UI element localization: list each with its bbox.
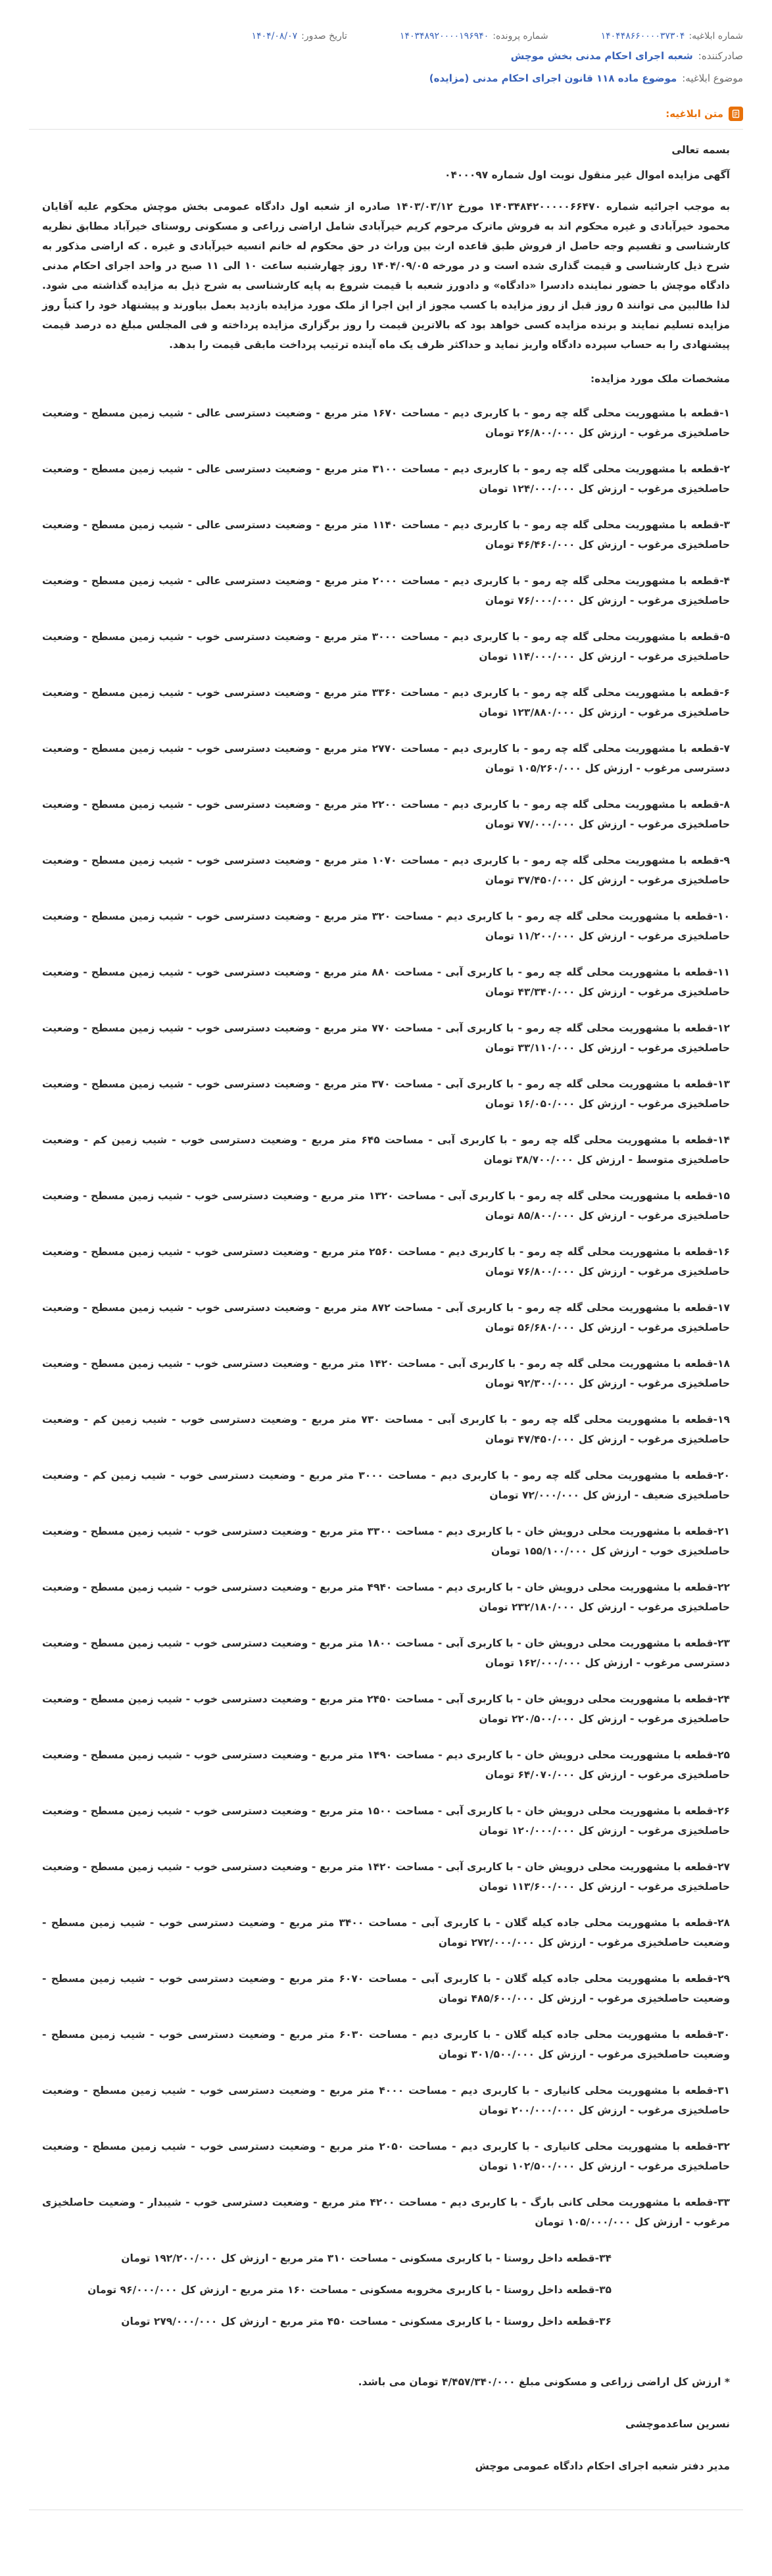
- issue-date-label: تاریخ صدور:: [301, 31, 347, 41]
- property-item: ۳۲-قطعه با مشهوریت محلی کانیاری - با کاربری دیم - مساحت ۲۰۵۰ متر مربع - وضعیت دسترسی خوب - شیب زمین مسطح - وضعیت حاصلخیزی مرغوب - ارزش کل ۱۰۲/۵۰۰/۰۰۰ تومان: [42, 2141, 730, 2172]
- property-item: ۲۵-قطعه با مشهوریت محلی درویش خان - با کاربری دیم - مساحت ۱۴۹۰ متر مربع - وضعیت دسترسی خوب - شیب زمین مسطح - وضعیت حاصلخیزی مرغوب - ارزش کل ۶۴/۰۷۰/۰۰۰ تومان: [42, 1749, 730, 1781]
- property-item: ۲۰-قطعه با مشهوریت محلی گله چه رمو - با کاربری دیم - مساحت ۳۰۰۰ متر مربع - وضعیت دسترسی خوب - شیب زمین کم - وضعیت حاصلخیزی ضعیف - ارزش کل ۷۲/۰۰۰/۰۰۰ تومان: [42, 1470, 730, 1501]
- property-item: ۱۶-قطعه با مشهوریت محلی گله چه رمو - با کاربری دیم - مساحت ۲۵۶۰ متر مربع - وضعیت دسترسی خوب - شیب زمین مسطح - وضعیت حاصلخیزی مرغوب - ارزش کل ۷۶/۸۰۰/۰۰۰ تومان: [42, 1246, 730, 1277]
- notice-number: [601, 31, 743, 41]
- notice-number-value: ۱۴۰۴۴۸۶۶۰۰۰۰۳۷۳۰۴: [600, 31, 685, 41]
- intro-paragraph: به موجب اجرائیه شماره ۱۴۰۳۴۸۴۲۰۰۰۰۰۶۶۴۷۰ مورخ ۱۴۰۳/۰۳/۱۲ صادره از شعبه اول دادگاه عمومی بخش موچش محکوم علیه آقایان محمود خیرآبادی و غیره محکوم اند به فروش ماترک مرحوم کریم خیرآبادی شامل اراضی زراعی و مسکونی روستای خیرآباد مطابق نظریه کارشناسی و تقسیم وجه حاصل از فروش طبق قاعده ارث بین وراث در حق محکوم له خانم انسیه خیرآبادی و غیره . که اراضی مذکور به شرح ذیل کارشناسی و قیمت گذاری شده است و در مورخه ۱۴۰۴/۰۹/۰۵ روز چهارشنبه ساعت ۱۰ الی ۱۱ صبح در واحد اجرای احکام مدنی دادگاه موچش با حضور نماینده دادسرا «دادگاه» و دادورز شعبه با قیمت شروع به پایه کارشناسی به شرح ذیل به مزایده گذاشته می شود. لذا طالبین می توانند ۵ روز قبل از روز مزایده با کسب مجوز از این اجرا از ملک مورد مزایده بازدید بعمل بیاورند و پیشنهاد خود را کتباً روز مزایده تسلیم نمایند و برنده مزایده کسی خواهد بود که بالاترین قیمت را روز برگزاری مزایده پرداخته و فی المجلس مبلغ ده درصد قیمت پیشنهادی را به حساب سپرده دادگاه واریز نماید و حداکثر ظرف یک ماه آینده ترتیب پرداخت مابقی قیمت را بدهد.: [42, 201, 731, 351]
- property-item: ۱۸-قطعه با مشهوریت محلی گله چه رمو - با کاربری آبی - مساحت ۱۴۲۰ متر مربع - وضعیت دسترسی خوب - شیب زمین مسطح - وضعیت حاصلخیزی مرغوب - ارزش کل ۹۲/۳۰۰/۰۰۰ تومان: [42, 1358, 730, 1389]
- property-item: ۲۱-قطعه با مشهوریت محلی درویش خان - با کاربری دیم - مساحت ۳۳۰۰ متر مربع - وضعیت دسترسی خوب - شیب زمین مسطح - وضعیت حاصلخیزی خوب - ارزش کل ۱۵۵/۱۰۰/۰۰۰ تومان: [42, 1525, 730, 1557]
- property-item: ۷-قطعه با مشهوریت محلی گله چه رمو - با کاربری دیم - مساحت ۲۷۷۰ متر مربع - وضعیت دسترسی خوب - شیب زمین مسطح - وضعیت دسترسی مرغوب - ارزش کل ۱۰۵/۲۶۰/۰۰۰ تومان: [42, 743, 731, 774]
- property-item: ۲۹-قطعه با مشهوریت محلی جاده کیله گلان - با کاربری آبی - مساحت ۶۰۷۰ متر مربع - وضعیت دسترسی خوب - شیب زمین مسطح - وضعیت حاصلخیزی مرغوب - ارزش کل ۴۸۵/۶۰۰/۰۰۰ تومان: [42, 1973, 731, 2004]
- property-item: ۲-قطعه با مشهوریت محلی گله چه رمو - با کاربری دیم - مساحت ۳۱۰۰ متر مربع - وضعیت دسترسی عالی - شیب زمین مسطح - وضعیت حاصلخیزی مرغوب - ارزش کل ۱۲۴/۰۰۰/۰۰۰ تومان: [42, 463, 731, 495]
- issuer-label: صادرکننده:: [698, 50, 743, 62]
- case-number: [400, 31, 548, 41]
- signer-name: نسرین ساعدموچشی: [625, 2418, 730, 2430]
- property-item: ۱۳-قطعه با مشهوریت محلی گله چه رمو - با کاربری آبی - مساحت ۳۷۰ متر مربع - وضعیت دسترسی خوب - شیب زمین مسطح - وضعیت حاصلخیزی مرغوب - ارزش کل ۱۶/۰۵۰/۰۰۰ تومان: [42, 1078, 730, 1110]
- property-item: ۳۰-قطعه با مشهوریت محلی جاده کیله گلان - با کاربری دیم - مساحت ۶۰۳۰ متر مربع - وضعیت دسترسی خوب - شیب زمین مسطح - وضعیت حاصلخیزی مرغوب - ارزش کل ۳۰۱/۵۰۰/۰۰۰ تومان: [42, 2029, 730, 2060]
- case-number-label: شماره پرونده:: [493, 31, 548, 41]
- property-item: ۱۷-قطعه با مشهوریت محلی گله چه رمو - با کاربری آبی - مساحت ۸۷۲ متر مربع - وضعیت دسترسی خوب - شیب زمین مسطح - وضعیت حاصلخیزی مرغوب - ارزش کل ۵۶/۶۸۰/۰۰۰ تومان: [42, 1302, 730, 1333]
- notice-text-title: متن ابلاغیه:: [665, 108, 723, 120]
- issue-date-value: ۱۴۰۴/۰۸/۰۷: [251, 31, 298, 41]
- property-item: ۳۱-قطعه با مشهوریت محلی کانیاری - با کاربری دیم - مساحت ۴۰۰۰ متر مربع - وضعیت دسترسی خوب - شیب زمین مسطح - وضعیت حاصلخیزی مرغوب - ارزش کل ۲۰۰/۰۰۰/۰۰۰ تومان: [42, 2085, 730, 2116]
- property-item: ۲۶-قطعه با مشهوریت محلی درویش خان - با کاربری آبی - مساحت ۱۵۰۰ متر مربع - وضعیت دسترسی خوب - شیب زمین مسطح - وضعیت حاصلخیزی مرغوب - ارزش کل ۱۲۰/۰۰۰/۰۰۰ تومان: [42, 1805, 730, 1837]
- property-item: ۱۰-قطعه با مشهوریت محلی گله چه رمو - با کاربری دیم - مساحت ۳۲۰ متر مربع - وضعیت دسترسی خوب - شیب زمین مسطح - وضعیت حاصلخیزی مرغوب - ارزش کل ۱۱/۲۰۰/۰۰۰ تومان: [42, 910, 731, 942]
- property-item: ۱۹-قطعه با مشهوریت محلی گله چه رمو - با کاربری آبی - مساحت ۷۳۰ متر مربع - وضعیت دسترسی خوب - شیب زمین کم - وضعیت حاصلخیزی مرغوب - ارزش کل ۴۷/۴۵۰/۰۰۰ تومان: [42, 1414, 730, 1445]
- property-item: ۴-قطعه با مشهوریت محلی گله چه رمو - با کاربری دیم - مساحت ۲۰۰۰ متر مربع - وضعیت دسترسی عالی - شیب زمین مسطح - وضعیت حاصلخیزی مرغوب - ارزش کل ۷۶/۰۰۰/۰۰۰ تومان: [42, 575, 731, 607]
- signer-position: مدیر دفتر شعبه اجرای احکام دادگاه عمومی موچش: [475, 2460, 730, 2472]
- notice-number-label: شماره ابلاغیه:: [688, 31, 743, 41]
- subject-value: موضوع ماده ۱۱۸ قانون اجرای احکام مدنی (مزایده): [429, 72, 677, 84]
- property-item: ۱۵-قطعه با مشهوریت محلی گله چه رمو - با کاربری آبی - مساحت ۱۳۲۰ متر مربع - وضعیت دسترسی خوب - شیب زمین مسطح - وضعیت حاصلخیزی مرغوب - ارزش کل ۸۵/۸۰۰/۰۰۰ تومان: [42, 1190, 730, 1222]
- ad-title: آگهی مزایده اموال غیر منقول نوبت اول شماره ۰۴۰۰۰۹۷: [444, 169, 730, 181]
- case-number-value: ۱۴۰۳۴۸۹۲۰۰۰۰۱۹۶۹۴۰: [399, 31, 489, 41]
- property-item: ۱۱-قطعه با مشهوریت محلی گله چه رمو - با کاربری آبی - مساحت ۸۸۰ متر مربع - وضعیت دسترسی خوب - شیب زمین مسطح - وضعیت حاصلخیزی مرغوب - ارزش کل ۴۳/۳۴۰/۰۰۰ تومان: [42, 966, 730, 998]
- bismillah: بسمه تعالی: [671, 144, 730, 156]
- notice-body: [29, 129, 743, 2510]
- property-item: ۲۴-قطعه با مشهوریت محلی درویش خان - با کاربری آبی - مساحت ۲۴۵۰ متر مربع - وضعیت دسترسی خوب - شیب زمین مسطح - وضعیت حاصلخیزی مرغوب - ارزش کل ۲۲۰/۵۰۰/۰۰۰ تومان: [42, 1693, 730, 1725]
- property-item: ۱-قطعه با مشهوریت محلی گله چه رمو - با کاربری دیم - مساحت ۱۶۷۰ متر مربع - وضعیت دسترسی عالی - شیب زمین مسطح - وضعیت حاصلخیزی مرغوب - ارزش کل ۲۶/۸۰۰/۰۰۰ تومان: [42, 407, 731, 439]
- property-item: ۳۵-قطعه داخل روستا - با کاربری مخروبه مسکونی - مساحت ۱۶۰ متر مربع - ارزش کل ۹۶/۰۰۰/۰۰۰ تومان: [87, 2284, 612, 2296]
- total-value-note: * ارزش کل اراضی زراعی و مسکونی مبلغ ۴/۴۵۷/۳۴۰/۰۰۰ تومان می باشد.: [358, 2376, 730, 2388]
- property-item: ۳۶-قطعه داخل روستا - با کاربری مسکونی - مساحت ۴۵۰ متر مربع - ارزش کل ۲۷۹/۰۰۰/۰۰۰ تومان: [121, 2316, 612, 2327]
- property-item: ۲۲-قطعه با مشهوریت محلی درویش خان - با کاربری دیم - مساحت ۴۹۴۰ متر مربع - وضعیت دسترسی خوب - شیب زمین مسطح - وضعیت حاصلخیزی مرغوب - ارزش کل ۲۳۲/۱۸۰/۰۰۰ تومان: [42, 1581, 730, 1613]
- property-item: ۱۴-قطعه با مشهوریت محلی گله چه رمو - با کاربری آبی - مساحت ۶۴۵ متر مربع - وضعیت دسترسی خوب - شیب زمین کم - وضعیت حاصلخیزی متوسط - ارزش کل ۳۸/۷۰۰/۰۰۰ تومان: [42, 1134, 730, 1166]
- notice-text-header: [29, 99, 743, 129]
- property-item: ۵-قطعه با مشهوریت محلی گله چه رمو - با کاربری دیم - مساحت ۳۰۰۰ متر مربع - وضعیت دسترسی خوب - شیب زمین مسطح - وضعیت حاصلخیزی مرغوب - ارزش کل ۱۱۴/۰۰۰/۰۰۰ تومان: [42, 631, 731, 662]
- issue-date: [252, 31, 347, 41]
- subject-row: [13, 67, 759, 89]
- property-item: ۲۳-قطعه با مشهوریت محلی درویش خان - با کاربری آبی - مساحت ۱۸۰۰ متر مربع - وضعیت دسترسی خوب - شیب زمین مسطح - وضعیت دسترسی مرغوب - ارزش کل ۱۶۲/۰۰۰/۰۰۰ تومان: [42, 1637, 730, 1669]
- issuer-value: شعبه اجرای احکام مدنی بخش موچش: [510, 50, 693, 62]
- property-item: ۱۲-قطعه با مشهوریت محلی گله چه رمو - با کاربری آبی - مساحت ۷۷۰ متر مربع - وضعیت دسترسی خوب - شیب زمین مسطح - وضعیت حاصلخیزی مرغوب - ارزش کل ۳۳/۱۱۰/۰۰۰ تومان: [42, 1022, 730, 1054]
- property-item: ۲۸-قطعه با مشهوریت محلی جاده کیله گلان - با کاربری آبی - مساحت ۳۴۰۰ متر مربع - وضعیت دسترسی خوب - شیب زمین مسطح - وضعیت حاصلخیزی مرغوب - ارزش کل ۲۷۲/۰۰۰/۰۰۰ تومان: [42, 1917, 731, 1948]
- document-icon: [729, 107, 743, 121]
- property-item: ۸-قطعه با مشهوریت محلی گله چه رمو - با کاربری دیم - مساحت ۲۲۰۰ متر مربع - وضعیت دسترسی خوب - شیب زمین مسطح - وضعیت حاصلخیزی مرغوب - ارزش کل ۷۷/۰۰۰/۰۰۰ تومان: [42, 799, 731, 830]
- property-section-title: مشخصات ملک مورد مزایده:: [590, 373, 730, 385]
- property-item: ۳۴-قطعه داخل روستا - با کاربری مسکونی - مساحت ۳۱۰ متر مربع - ارزش کل ۱۹۲/۲۰۰/۰۰۰ تومان: [121, 2252, 612, 2264]
- property-item: ۲۷-قطعه با مشهوریت محلی درویش خان - با کاربری آبی - مساحت ۱۴۲۰ متر مربع - وضعیت دسترسی خوب - شیب زمین مسطح - وضعیت حاصلخیزی مرغوب - ارزش کل ۱۱۳/۶۰۰/۰۰۰ تومان: [42, 1861, 730, 1893]
- subject-label: موضوع ابلاغیه:: [682, 72, 743, 84]
- property-item: ۶-قطعه با مشهوریت محلی گله چه رمو - با کاربری دیم - مساحت ۳۳۶۰ متر مربع - وضعیت دسترسی خوب - شیب زمین مسطح - وضعیت حاصلخیزی مرغوب - ارزش کل ۱۲۳/۸۸۰/۰۰۰ تومان: [42, 687, 731, 718]
- property-item: ۳-قطعه با مشهوریت محلی گله چه رمو - با کاربری دیم - مساحت ۱۱۴۰ متر مربع - وضعیت دسترسی عالی - شیب زمین مسطح - وضعیت حاصلخیزی مرغوب - ارزش کل ۴۶/۴۶۰/۰۰۰ تومان: [42, 519, 731, 551]
- issuer-row: [13, 45, 759, 67]
- property-item: ۳۳-قطعه با مشهوریت محلی کانی بارگ - با کاربری دیم - مساحت ۴۲۰۰ متر مربع - وضعیت دسترسی خوب - شیبدار - وضعیت حاصلخیزی مرغوب - ارزش کل ۱۰۵/۰۰۰/۰۰۰ تومان: [42, 2196, 730, 2228]
- notice-meta-row: [13, 28, 759, 45]
- property-item: ۹-قطعه با مشهوریت محلی گله چه رمو - با کاربری دیم - مساحت ۱۰۷۰ متر مربع - وضعیت دسترسی خوب - شیب زمین مسطح - وضعیت حاصلخیزی مرغوب - ارزش کل ۳۷/۴۵۰/۰۰۰ تومان: [42, 855, 731, 886]
- notice-page: [13, 0, 759, 2510]
